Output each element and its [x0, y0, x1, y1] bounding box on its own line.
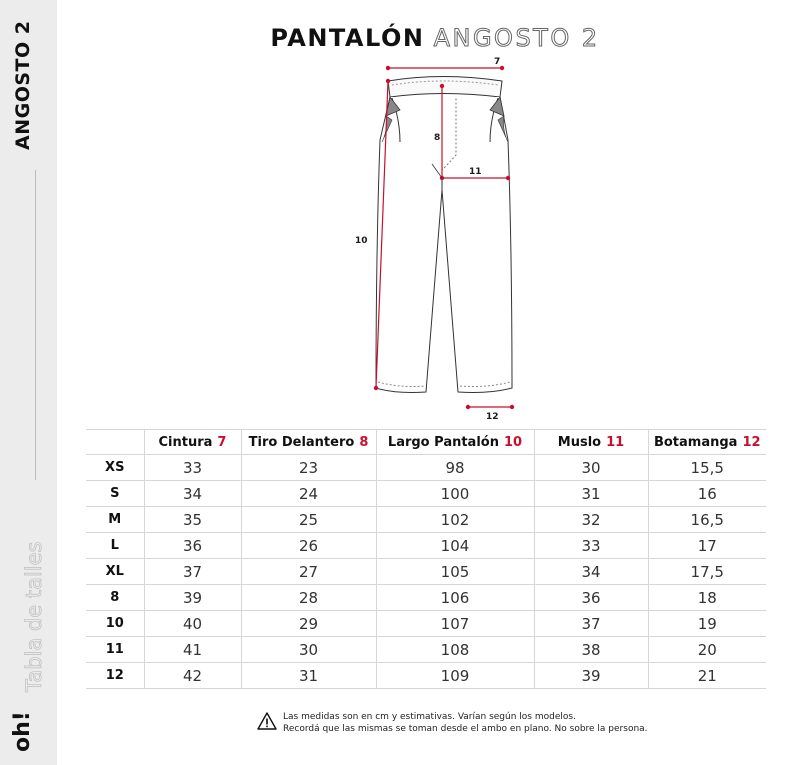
value-cell: 31	[534, 481, 648, 507]
size-cell: S	[86, 481, 144, 507]
value-cell: 36	[144, 533, 241, 559]
size-cell: XS	[86, 455, 144, 481]
value-cell: 30	[241, 637, 376, 663]
value-cell: 20	[648, 637, 766, 663]
header-size	[86, 430, 144, 455]
header-cintura: Cintura 7	[144, 430, 241, 455]
value-cell: 26	[241, 533, 376, 559]
value-cell: 16,5	[648, 507, 766, 533]
table-row	[86, 533, 766, 559]
value-cell: 33	[534, 533, 648, 559]
footnote-line-1: Las medidas son en cm y estimativas. Varían según los modelos.	[283, 712, 576, 722]
sidebar-divider	[35, 170, 36, 480]
value-cell: 41	[144, 637, 241, 663]
size-cell: M	[86, 507, 144, 533]
value-cell: 37	[144, 559, 241, 585]
pants-diagram	[330, 50, 550, 420]
value-cell: 100	[376, 481, 534, 507]
value-cell: 31	[241, 663, 376, 689]
header-muslo: Muslo 11	[534, 430, 648, 455]
size-cell: 8	[86, 585, 144, 611]
pants-outline	[376, 77, 512, 393]
label-waist: 7	[494, 57, 501, 67]
sidebar-title: ANGOSTO 2	[12, 20, 34, 150]
value-cell: 18	[648, 585, 766, 611]
value-cell: 17	[648, 533, 766, 559]
value-cell: 30	[534, 455, 648, 481]
label-thigh: 11	[469, 167, 482, 177]
table-row	[86, 507, 766, 533]
table-row	[86, 559, 766, 585]
value-cell: 25	[241, 507, 376, 533]
header-botamanga: Botamanga 12	[648, 430, 766, 455]
title-outline: ANGOSTO 2	[433, 24, 600, 52]
value-cell: 38	[534, 637, 648, 663]
table-row	[86, 663, 766, 689]
value-cell: 37	[534, 611, 648, 637]
sidebar-subtitle: Tabla de talles	[22, 541, 46, 692]
size-cell: XL	[86, 559, 144, 585]
value-cell: 34	[534, 559, 648, 585]
value-cell: 104	[376, 533, 534, 559]
table-row	[86, 585, 766, 611]
warning-icon	[257, 711, 277, 731]
page-title	[0, 24, 800, 52]
table-row	[86, 455, 766, 481]
size-table	[86, 429, 766, 689]
value-cell: 105	[376, 559, 534, 585]
value-cell: 42	[144, 663, 241, 689]
header-tiro: Tiro Delantero 8	[241, 430, 376, 455]
value-cell: 29	[241, 611, 376, 637]
value-cell: 16	[648, 481, 766, 507]
value-cell: 109	[376, 663, 534, 689]
value-cell: 33	[144, 455, 241, 481]
label-length: 10	[355, 236, 368, 246]
value-cell: 21	[648, 663, 766, 689]
size-cell: 11	[86, 637, 144, 663]
table-row	[86, 637, 766, 663]
value-cell: 19	[648, 611, 766, 637]
brand-logo: oh!	[10, 711, 35, 752]
value-cell: 23	[241, 455, 376, 481]
value-cell: 34	[144, 481, 241, 507]
value-cell: 15,5	[648, 455, 766, 481]
footnote-line-2: Recordá que las mismas se toman desde el ambo en plano. No sobre la persona.	[283, 724, 648, 734]
value-cell: 107	[376, 611, 534, 637]
table-row	[86, 481, 766, 507]
size-cell: 12	[86, 663, 144, 689]
label-hem: 12	[486, 412, 499, 420]
value-cell: 24	[241, 481, 376, 507]
value-cell: 39	[534, 663, 648, 689]
value-cell: 98	[376, 455, 534, 481]
value-cell: 39	[144, 585, 241, 611]
value-cell: 32	[534, 507, 648, 533]
value-cell: 35	[144, 507, 241, 533]
value-cell: 17,5	[648, 559, 766, 585]
value-cell: 36	[534, 585, 648, 611]
value-cell: 40	[144, 611, 241, 637]
size-cell: L	[86, 533, 144, 559]
value-cell: 28	[241, 585, 376, 611]
size-cell: 10	[86, 611, 144, 637]
title-bold: PANTALÓN	[270, 24, 425, 52]
label-rise: 8	[434, 133, 441, 143]
value-cell: 108	[376, 637, 534, 663]
table-header-row	[86, 430, 766, 455]
header-largo: Largo Pantalón 10	[376, 430, 534, 455]
value-cell: 106	[376, 585, 534, 611]
value-cell: 27	[241, 559, 376, 585]
footnote	[257, 711, 648, 735]
table-row	[86, 611, 766, 637]
value-cell: 102	[376, 507, 534, 533]
